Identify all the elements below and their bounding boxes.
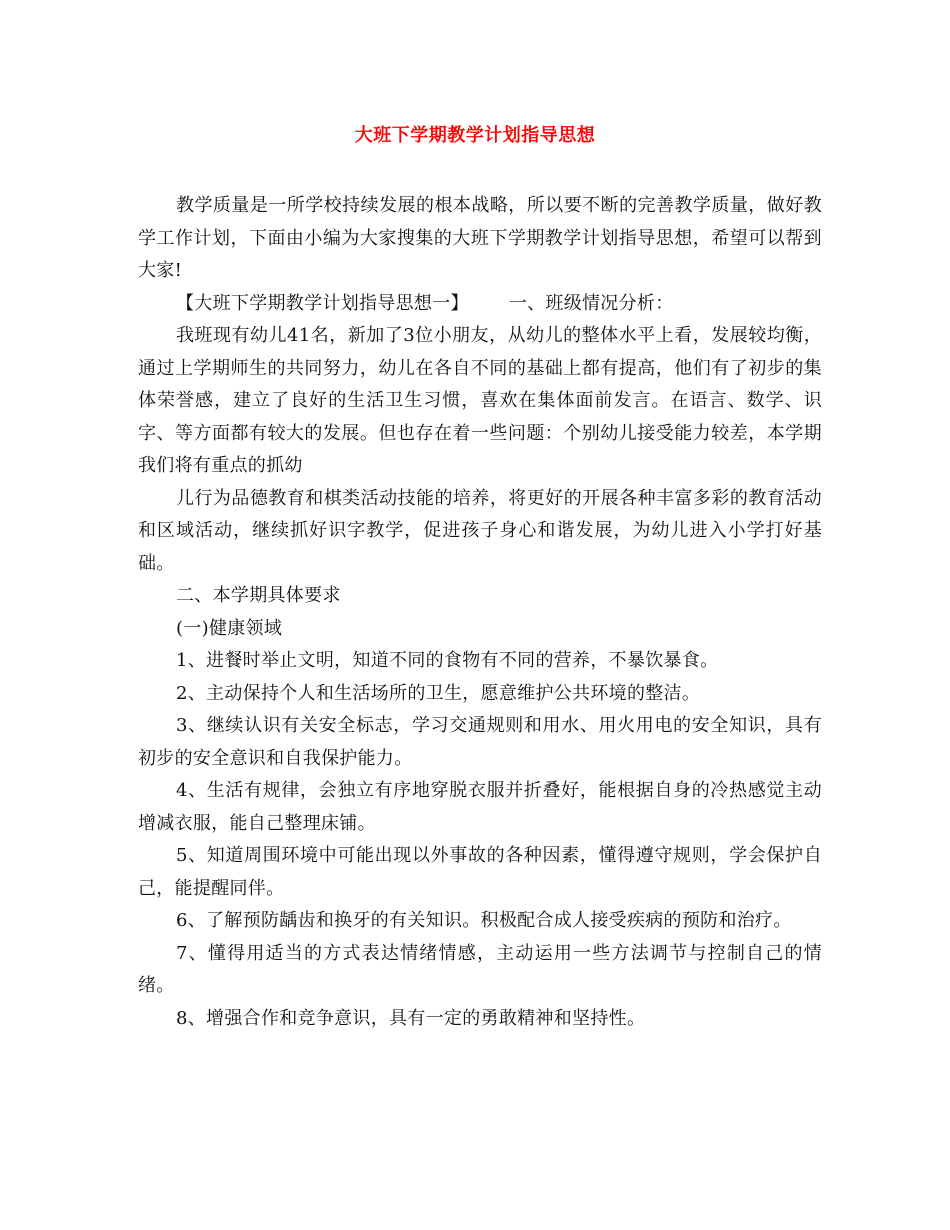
section-heading-line — [138, 288, 822, 321]
continuation-paragraph: 儿行为品德教育和棋类活动技能的培养，将更好的开展各种丰富多彩的教育活动和区域活动，继续抓好识字教学，促进孩子身心和谐发展，为幼儿进入小学打好基础。 — [138, 487, 822, 574]
class-analysis-paragraph: 我班现有幼儿41名，新加了3位小朋友，从幼儿的整体水平上看，发展较均衡，通过上学期师生的共同努力，幼儿在各自不同的基础上都有提高，他们有了初步的集体荣誉感，建立了良好的生活卫生习惯，喜欢在集体面前发言。在语言、数学、识字、等方面都有较大的发展。但也存在着一些问题：个别幼儿接受能力较差，本学期我们将有重点的抓幼 — [138, 325, 822, 476]
list-item: 3、继续认识有关安全标志，学习交通规则和用水、用火用电的安全知识，具有初步的安全意识和自我保护能力。 — [138, 715, 822, 769]
requirements-heading: 二、本学期具体要求 — [176, 585, 341, 606]
document-title: 大班下学期教学计划指导思想 — [354, 125, 596, 146]
document-body — [138, 190, 822, 1035]
list-item: 4、生活有规律，会独立有序地穿脱衣服并折叠好，能根据自身的冷热感觉主动增减衣服，能自己整理床铺。 — [138, 780, 822, 834]
list-item: 5、知道周围环境中可能出现以外事故的各种因素，懂得遵守规则，学会保护自己，能提醒同伴。 — [138, 845, 822, 899]
intro-paragraph: 教学质量是一所学校持续发展的根本战略，所以要不断的完善教学质量，做好教学工作计划，下面由小编为大家搜集的大班下学期教学计划指导思想，希望可以帮到大家! — [138, 195, 822, 281]
health-heading: (一)健康领域 — [176, 617, 283, 639]
section-subheading: 一、班级情况分析： — [508, 292, 674, 314]
list-item: 2、主动保持个人和生活场所的卫生，愿意维护公共环境的整洁。 — [176, 682, 701, 704]
list-item: 8、增强合作和竞争意识，具有一定的勇敢精神和坚持性。 — [176, 1007, 646, 1029]
list-item: 6、了解预防龋齿和换牙的有关知识。积极配合成人接受疾病的预防和治疗。 — [176, 910, 792, 931]
list-item: 1、进餐时举止文明，知道不同的食物有不同的营养，不暴饮暴食。 — [176, 650, 719, 671]
list-item: 7、懂得用适当的方式表达情绪情感，主动运用一些方法调节与控制自己的情绪。 — [138, 942, 822, 996]
section-heading: 【大班下学期教学计划指导思想一】 — [176, 292, 469, 314]
